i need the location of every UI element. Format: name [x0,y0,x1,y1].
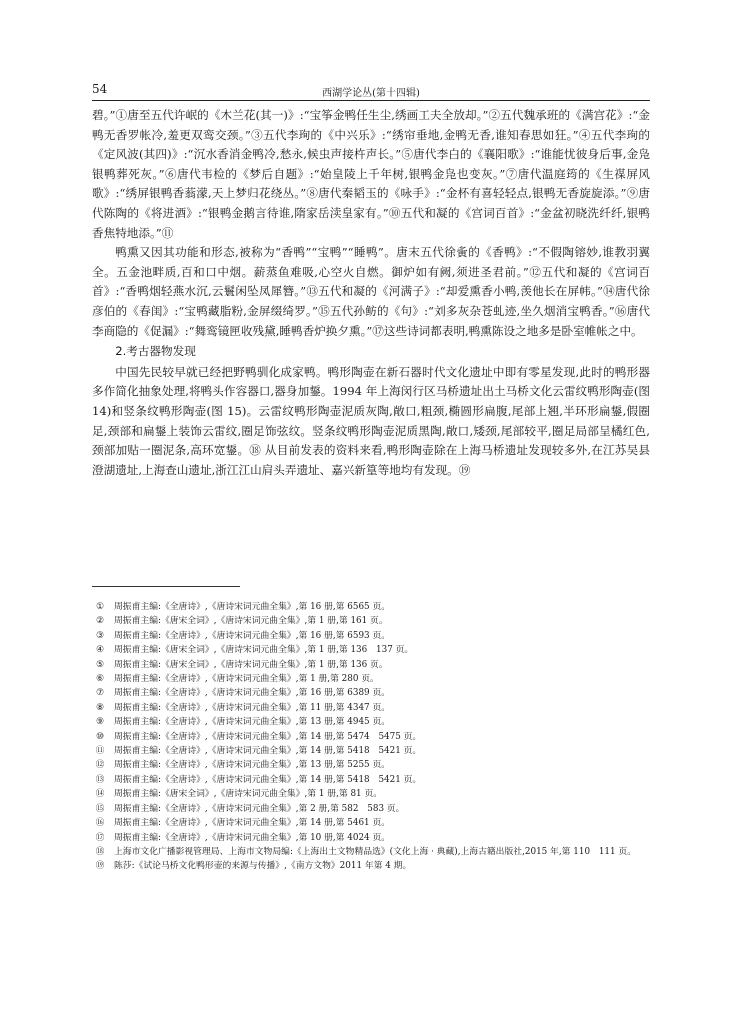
footnote-mark: ⑩ [96,731,104,742]
footnote-mark: ⑬ [95,774,105,785]
footnote-text: 周振甫主编:《全唐诗》,《唐诗宋词元曲全集》,第 16 册,第 6389 页。 [114,688,391,699]
footnote-mark: ⑲ [95,861,105,872]
footnote [92,686,650,700]
footnote-text: 周振甫主编:《全唐诗》,《唐诗宋词元曲全集》,第 16 册,第 6565 页。 [114,602,391,612]
footnote [92,701,650,715]
footnote-mark: ⑦ [96,688,104,699]
footnote-text: 周振甫主编:《唐宋全词》,《唐诗宋词元曲全集》,第 1 册,第 81 页。 [114,789,383,800]
footnote-mark: ④ [96,645,104,656]
footnote [92,643,650,657]
article-body [92,106,650,480]
footnote-text: 周振甫主编:《全唐诗》,《唐诗宋词元曲全集》,第 14 册,第 5461 页。 [114,818,391,829]
footnote [92,758,650,772]
footnote-mark: ⑮ [95,803,105,814]
footnote-mark: ⑤ [96,659,104,670]
footnote-text: 上海市文化广播影视管理局、上海市文物局编:《上海出土文物精品选》(文化上海 · 典藏),上海古籍出版社,2015 年,第 110 111 页。 [114,846,637,857]
footnote-text: 周振甫主编:《全唐诗》,《唐诗宋词元曲全集》,第 13 册,第 4945 页。 [114,717,391,728]
footnote-text: 周振甫主编:《全唐诗》,《唐诗宋词元曲全集》,第 10 册,第 4024 页。 [114,832,391,843]
footnote [92,658,650,672]
running-title: 西湖学论丛(第十四辑) [322,88,420,99]
footnote-list [92,600,650,874]
paragraph-archaeological-finds: 中国先民较早就已经把野鸭驯化成家鸭。鸭形陶壶在新石器时代文化遗址中即有零星发现,此时的鸭形器多作简化抽象处理,将鸭头作容器口,器身加鋬。1994 年上海闵行区马桥遗址出土马桥文化云雷纹鸭形陶壶(图 14)和竖条纹鸭形陶壶(图 15)。云雷纹鸭形陶壶泥质灰陶,敞口,粗颈,椭圆形扁腹,尾部上翘,半环形扁鋬,假圈足,颈部和扁鋬上装饰云雷纹,圈足饰弦纹。竖条纹鸭形陶壶泥质黑陶,敞口,矮颈,尾部较平,圈足局部呈橘红色,颈部加贴一圈泥条,高环宽鋬。⑱ 从目前发表的资料来看,鸭形陶壶除在上海马桥遗址发现较多外,在江苏吴县澄湖遗址,上海查山遗址,浙江江山肩头弄遗址、嘉兴新篁等地均有发现。⑲ [92,364,650,477]
footnote-mark: ③ [96,630,104,641]
footnote [92,845,650,859]
footnote-mark: ① [96,602,104,612]
footnote-text: 周振甫主编:《全唐诗》,《唐诗宋词元曲全集》,第 14 册,第 5418 5421 页。 [114,746,422,757]
footnote-mark: ⑪ [95,746,105,757]
section-heading: 2.考古器物发现 [115,344,196,359]
footnote [92,715,650,729]
footnote-mark: ⑯ [95,818,105,829]
footnote-text: 周振甫主编:《全唐诗》,《唐诗宋词元曲全集》,第 16 册,第 6593 页。 [114,630,391,641]
footnote-mark: ⑨ [96,717,104,728]
footnote [92,672,650,686]
footnote [92,744,650,758]
footnote-mark: ② [96,616,104,627]
footnote-mark: ⑱ [95,846,105,857]
footnote [92,773,650,787]
footnote-mark: ⑫ [95,760,105,771]
footnote-rule [92,586,240,587]
footnote-text: 周振甫主编:《全唐诗》,《唐诗宋词元曲全集》,第 14 册,第 5418 5421 页。 [114,774,422,785]
footnote [92,787,650,801]
paragraph-duck-censer-names: 鸭熏又因其功能和形态,被称为“香鸭”“宝鸭”“睡鸭”。唐末五代徐夤的《香鸭》:“不假陶镕妙,谁教羽翼全。五金池畔质,百和口中烟。薪蒸鱼难吸,心空火自燃。御炉如有阙,须进圣君前。”⑫五代和凝的《宫词百首》:“香鸭烟轻燕水沉,云鬟闲坠凤犀簪。”⑬五代和凝的《河满子》:“却爱熏香小鸭,羡他长在屏帏。”⑭唐代徐彦伯的《春闺》:“宝鸭藏脂粉,金屏缀绮罗。”⑮五代孙鲂的《句》:“刘多灰杂苍虬迹,坐久烟消宝鸭香。”⑯唐代李商隐的《促漏》:“舞鸾镜匣收残黛,睡鸭香炉换夕熏。”⑰这些诗词都表明,鸭熏陈设之地多是卧室帷帐之中。 [92,245,650,338]
footnote-text: 周振甫主编:《全唐诗》,《唐诗宋词元曲全集》,第 2 册,第 582 583 页。 [114,803,405,814]
footnote [92,614,650,628]
footnote-text: 周振甫主编:《全唐诗》,《唐诗宋词元曲全集》,第 14 册,第 5474 5475 页。 [114,731,422,742]
header-rule [92,100,650,101]
footnote-text: 周振甫主编:《全唐诗》,《唐诗宋词元曲全集》,第 1 册,第 280 页。 [114,674,379,685]
page-number: 54 [92,82,108,96]
footnote [92,629,650,643]
footnote-mark: ⑧ [96,702,104,713]
footnote-text: 周振甫主编:《唐宋全词》,《唐诗宋词元曲全集》,第 1 册,第 136 137 页。 [114,645,414,656]
footnote-mark: ⑭ [95,789,105,800]
footnote [92,816,650,830]
footnote-mark: ⑥ [96,674,104,685]
paragraph-poems-continued: 碧。”①唐至五代许岷的《木兰花(其一)》:“宝筝金鸭任生尘,绣画工夫全放却。”②五代魏承班的《满宫花》:“金鸭无香罗帐冷,羞更双鸾交颈。”③五代李珣的《中兴乐》:“绣帘垂地,金鸭无香,谁知春思如狂。”④五代李珣的《定风波(其四)》:“沉水香消金鸭冷,愁永,候虫声接杵声长。”⑤唐代李白的《襄阳歌》:“谁能忧彼身后事,金凫银鸭葬死灰。”⑥唐代韦检的《梦后自题》:“始皇陵上千年树,银鸭金凫也变灰。”⑦唐代温庭筠的《生禖屏风歌》:“绣屏银鸭香蓊濛,天上梦归花绕丛。”⑧唐代秦韬玉的《咏手》:“金杯有喜轻轻点,银鸭无香旋旋添。”⑨唐代陈陶的《将进酒》:“银鸭金鹅言待谁,隋家岳渎皇家有。”⑩五代和凝的《宫词百首》:“金盆初晓洗纤纤,银鸭香焦特地添。”⑪ [92,108,650,240]
footnote [92,859,650,873]
footnote [92,802,650,816]
footnote-mark: ⑰ [95,832,105,843]
footnote [92,831,650,845]
footnote-text: 周振甫主编:《全唐诗》,《唐诗宋词元曲全集》,第 13 册,第 5255 页。 [114,760,391,771]
footnote-text: 周振甫主编:《唐宋全词》,《唐诗宋词元曲全集》,第 1 册,第 161 页。 [114,616,388,627]
footnote-text: 陈莎:《试论马桥文化鸭形壶的来源与传播》,《南方文物》2011 年第 4 期。 [114,861,412,872]
footnote-text: 周振甫主编:《全唐诗》,《唐诗宋词元曲全集》,第 11 册,第 4347 页。 [114,702,391,713]
footnote [92,730,650,744]
footnote [92,600,650,614]
footnote-text: 周振甫主编:《唐宋全词》,《唐诗宋词元曲全集》,第 1 册,第 136 页。 [114,659,388,670]
